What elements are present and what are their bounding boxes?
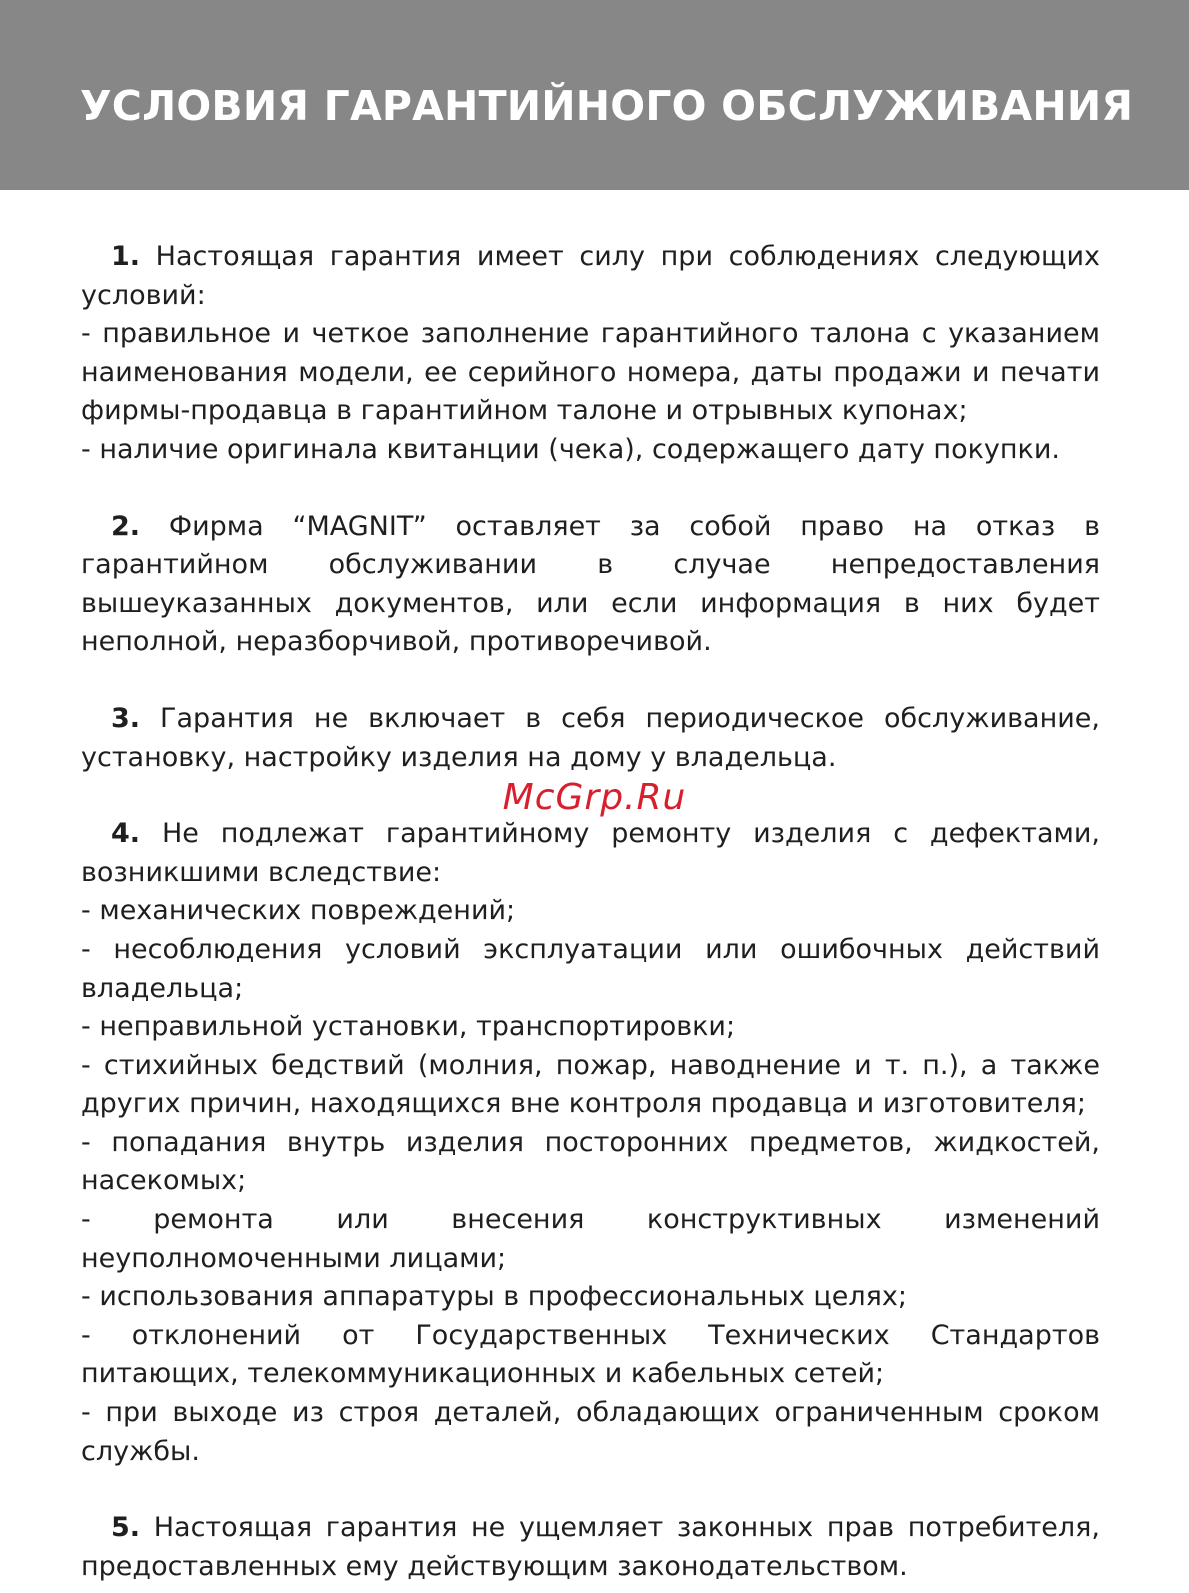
- header-banner: [0, 0, 1189, 190]
- list-item: - ремонта или внесения конструктивных изменений неуполномоченными лицами;: [81, 1204, 1100, 1274]
- list-item: - несоблюдения условий эксплуатации или ошибочных действий владельца;: [81, 933, 1100, 1004]
- list-item: - неправильной установки, транспортировки;: [81, 1011, 736, 1043]
- section-5-number: 5.: [111, 1512, 141, 1544]
- section-2-text: Фирма “MAGNIT” оставляет за собой право на отказ в гарантийном обслуживании в случае непредоставления вышеуказанных документов, или если информация в них будет неполной, неразборчивой, противоречивой.: [81, 510, 1100, 658]
- warranty-conditions: [81, 238, 1100, 1586]
- list-item: - наличие оригинала квитанции (чека), содержащего дату покупки.: [81, 433, 1060, 465]
- section-3-paragraph: [81, 700, 1100, 777]
- watermark-text: McGrp.Ru: [502, 777, 687, 818]
- section-2-number: 2.: [111, 510, 141, 542]
- section-5-text: Настоящая гарантия не ущемляет законных прав потребителя, предоставленных ему действующим законодательством.: [81, 1512, 1100, 1582]
- list-item: - отклонений от Государственных Технических Стандартов питающих, телекоммуникационных и кабельных сетей;: [81, 1319, 1100, 1390]
- section-1-paragraph: [81, 238, 1100, 315]
- list-item: - правильное и четкое заполнение гарантийного талона с указанием наименования модели, ее серийного номера, даты продажи и печати фирмы-продавца в гарантийном талоне и отрывных купонах;: [81, 318, 1100, 427]
- section-1: [81, 238, 1100, 470]
- list-item: - при выходе из строя деталей, обладающих ограниченным сроком службы.: [81, 1397, 1100, 1467]
- section-1-number: 1.: [111, 241, 141, 272]
- section-5: [81, 1509, 1100, 1586]
- section-4: [81, 815, 1100, 1471]
- section-4-number: 4.: [111, 818, 141, 850]
- list-item: - механических повреждений;: [81, 895, 516, 927]
- list-item: - использования аппаратуры в профессиональных целях;: [81, 1281, 907, 1313]
- section-3-text: Гарантия не включает в себя периодическое обслуживание, установку, настройку изделия на дому у владельца.: [81, 702, 1100, 773]
- list-item: - стихийных бедствий (молния, пожар, наводнение и т. п.), а также других причин, находящихся вне контроля продавца и изготовителя;: [81, 1049, 1100, 1120]
- section-4-text: Не подлежат гарантийному ремонту изделия с дефектами, возникшими вследствие:: [81, 818, 1100, 888]
- section-3: [81, 700, 1100, 777]
- list-item: - попадания внутрь изделия посторонних предметов, жидкостей, насекомых;: [81, 1126, 1100, 1197]
- section-4-paragraph: [81, 815, 1100, 892]
- page-title: УСЛОВИЯ ГАРАНТИЙНОГО ОБСЛУЖИВАНИЯ: [80, 82, 1134, 130]
- section-2-paragraph: [81, 508, 1100, 662]
- section-2: [81, 508, 1100, 662]
- section-1-text: Настоящая гарантия имеет силу при соблюдениях следующих условий:: [81, 241, 1100, 311]
- section-5-paragraph: [81, 1509, 1100, 1586]
- section-3-number: 3.: [111, 702, 141, 734]
